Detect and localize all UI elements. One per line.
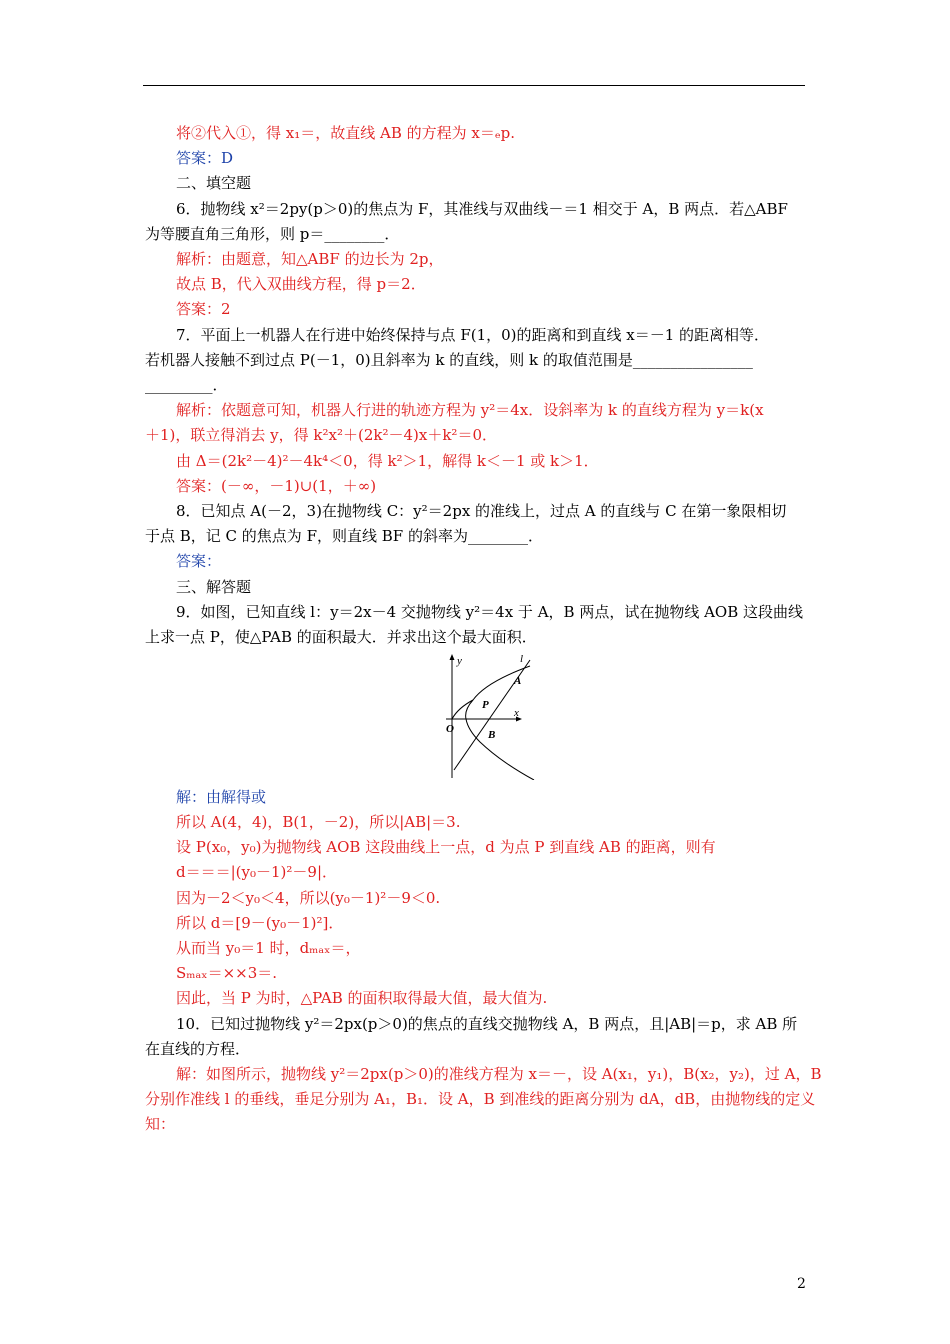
label-l: l <box>520 653 524 665</box>
text-line-l17: 于点 B，记 C 的焦点为 F，则直线 BF 的斜率为________． <box>145 527 543 545</box>
text-line-l23: 所以 A(4，4)，B(1，－2)，所以|AB|＝3. <box>176 813 461 831</box>
parabola-figure <box>446 652 536 780</box>
text-line-l16: 8．已知点 A(－2，3)在抛物线 C：y²＝2px 的准线上，过点 A 的直线与 C 在第一象限相切 <box>176 502 787 520</box>
label-b: B <box>488 729 496 741</box>
text-line-l09: 7．平面上一机器人在行进中始终保持与点 F(1，0)的距离和到直线 x＝－1 的距离相等． <box>176 326 770 344</box>
text-line-l20: 9．如图，已知直线 l：y＝2x－4 交抛物线 y²＝4x 于 A，B 两点，试在抛物线 AOB 这段曲线 <box>176 603 804 621</box>
text-line-l12: 解析：依题意可知，机器人行进的轨迹方程为 y²＝4x．设斜率为 k 的直线方程为 y＝k(x <box>176 401 764 419</box>
parabola-curve <box>466 666 534 780</box>
text-line-l11: _________． <box>145 376 228 394</box>
label-o: O <box>446 723 454 735</box>
text-line-l25: d＝＝＝|(y₀－1)²－9|． <box>176 863 338 881</box>
text-line-l01: 将②代入①，得 x₁＝，故直线 AB 的方程为 x＝ₑp. <box>176 124 516 142</box>
text-line-l10: 若机器人接触不到过点 P(－1，0)且斜率为 k 的直线，则 k 的取值范围是________________ <box>145 351 753 369</box>
text-line-l24: 设 P(x₀，y₀)为抛物线 AOB 这段曲线上一点，d 为点 P 到直线 AB 的距离，则有 <box>176 838 716 856</box>
text-line-l21: 上求一点 P，使△PAB 的面积最大．并求出这个最大面积． <box>145 628 537 646</box>
text-line-l35: 知： <box>145 1115 176 1133</box>
header-rule <box>143 85 805 86</box>
text-line-l29: Sₘₐₓ＝××3＝. <box>176 964 278 982</box>
text-line-l30: 因此，当 P 为时，△PAB 的面积取得最大值，最大值为. <box>176 989 548 1007</box>
text-line-l33: 解：如图所示，抛物线 y²＝2px(p＞0)的准线方程为 x＝－，设 A(x₁，y₁)，B(x₂，y₂)，过 A，B <box>176 1065 822 1083</box>
label-y: y <box>457 655 462 667</box>
text-line-l13: ＋1)，联立得消去 y，得 k²x²＋(2k²－4)x＋k²＝0． <box>145 426 497 444</box>
text-line-l19: 三、解答题 <box>176 578 252 596</box>
text-line-l03: 二、填空题 <box>176 174 252 192</box>
text-line-l27: 所以 d＝[9－(y₀－1)²]． <box>176 914 344 932</box>
label-a: A <box>514 675 522 687</box>
text-line-l22: 解：由解得或 <box>176 788 267 806</box>
text-line-l07: 故点 B，代入双曲线方程，得 p＝2． <box>176 275 426 293</box>
text-line-l28: 从而当 y₀＝1 时，dₘₐₓ＝， <box>176 939 361 957</box>
text-line-l02: 答案：D <box>176 149 234 167</box>
text-line-l06: 解析：由题意，知△ABF 的边长为 2p， <box>176 250 444 268</box>
label-x: x <box>514 707 519 719</box>
text-line-l26: 因为－2＜y₀＜4，所以(y₀－1)²－9＜0. <box>176 889 441 907</box>
y-axis-arrow <box>450 654 455 660</box>
text-line-l04: 6．抛物线 x²＝2py(p＞0)的焦点为 F，其准线与双曲线－＝1 相交于 A，B 两点．若△ABF <box>176 200 788 218</box>
text-line-l34: 分别作准线 l 的垂线，垂足分别为 A₁，B₁．设 A，B 到准线的距离分别为 dA，dB，由抛物线的定义 <box>145 1090 816 1108</box>
label-p: P <box>482 699 489 711</box>
text-line-l31: 10．已知过抛物线 y²＝2px(p＞0)的焦点的直线交抛物线 A，B 两点，且|AB|＝p，求 AB 所 <box>176 1015 798 1033</box>
text-line-l15: 答案：(－∞，－1)∪(1，＋∞) <box>176 477 377 495</box>
arc-aob <box>452 700 473 719</box>
text-line-l08: 答案：2 <box>176 300 231 318</box>
text-line-l05: 为等腰直角三角形，则 p＝________． <box>145 225 400 243</box>
text-line-l18: 答案： <box>176 552 222 570</box>
text-line-l14: 由 Δ＝(2k²－4)²－4k⁴＜0，得 k²＞1，解得 k＜－1 或 k＞1． <box>176 452 599 470</box>
page-number: 2 <box>797 1276 806 1292</box>
text-line-l32: 在直线的方程． <box>145 1040 251 1058</box>
